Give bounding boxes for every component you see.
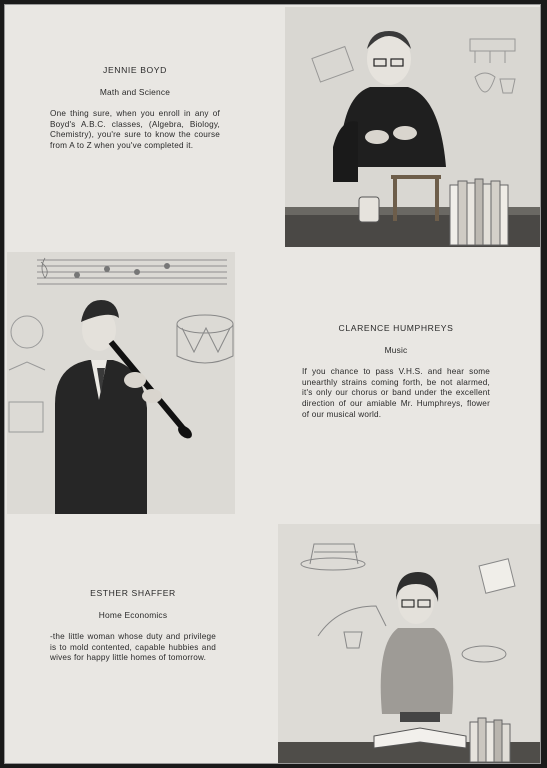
teacher-subject: Music — [384, 344, 408, 355]
photo-clarence-humphreys — [7, 252, 235, 514]
teacher-name: JENNIE BOYD — [103, 65, 167, 75]
teacher-subject: Math and Science — [99, 86, 171, 97]
teacher-entry-humphreys — [302, 323, 490, 420]
yearbook-page — [4, 4, 541, 764]
teacher-entry-shaffer — [50, 588, 216, 664]
teacher-description: One thing sure, when you enroll in any of Boyd's A.B.C. classes, (Algebra, Biology, Chemistry), you're sure to know the course from A to Z when you've completed it. — [50, 109, 220, 150]
teacher-entry-boyd — [50, 65, 220, 152]
teacher-subject: Home Economics — [98, 609, 168, 620]
teacher-description: -the little woman whose duty and privilege is to mold contented, capable hubbies and wives for happy little homes of tomorrow. — [50, 632, 216, 663]
photo-esther-shaffer — [278, 524, 540, 763]
teacher-name: CLARENCE HUMPHREYS — [338, 323, 454, 333]
teacher-name: ESTHER SHAFFER — [90, 588, 176, 598]
photo-jennie-boyd — [285, 7, 540, 247]
teacher-description: If you chance to pass V.H.S. and hear some unearthly strains coming forth, be not alarmed, it's only our chorus or band under the excellent direction of our amiable Mr. Humphreys, flower of our musical world. — [302, 367, 490, 419]
